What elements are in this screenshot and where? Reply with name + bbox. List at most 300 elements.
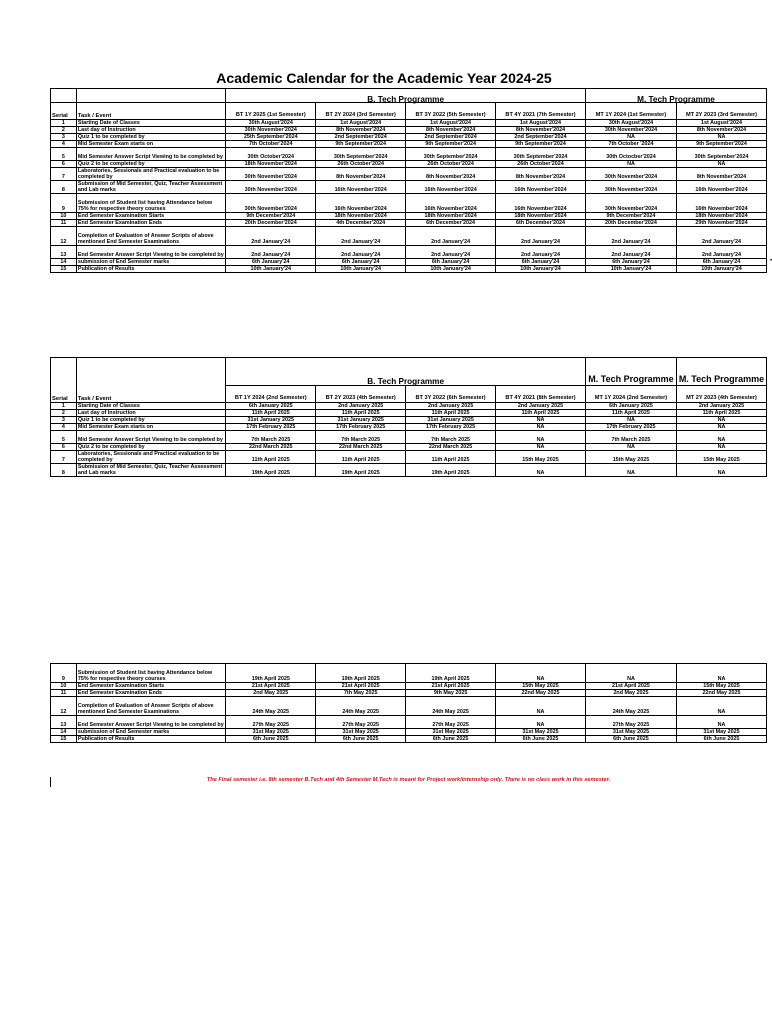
- even-semester-rows: [51, 664, 767, 743]
- date-cell: 18th November'2024: [226, 161, 316, 168]
- task-cell: Mid Semester Answer Script Viewing to be completed by: [76, 431, 225, 444]
- date-cell: 2nd January 2025: [406, 403, 496, 410]
- date-cell: 1st August'2024: [406, 120, 496, 127]
- date-cell: 30th August'2024: [585, 120, 676, 127]
- column-header: MT 2Y 2023 (4th Semester): [676, 386, 766, 403]
- date-cell: NA: [585, 664, 676, 683]
- date-cell: 26th October'2024: [496, 161, 586, 168]
- date-cell: 27th May 2025: [585, 716, 676, 729]
- table-row: [51, 451, 767, 464]
- stray-mark: •: [770, 258, 772, 264]
- table-row: [51, 664, 767, 683]
- serial-cell: 14: [51, 729, 77, 736]
- date-cell: 15th May 2025: [585, 451, 676, 464]
- date-cell: 6th January'24: [496, 259, 586, 266]
- date-cell: 8th November'2024: [316, 127, 406, 134]
- serial-header: Serial: [51, 386, 77, 403]
- column-header: BT 4Y 2021 (8th Semester): [496, 386, 586, 403]
- table-row: [51, 141, 767, 148]
- date-cell: 6th January'24: [406, 259, 496, 266]
- task-cell: Submission of Mid Semester, Quiz, Teacher Assessment and Lab marks: [76, 181, 225, 194]
- column-header: BT 2Y 2024 (3rd Semester): [316, 103, 406, 120]
- footnote: The Final semester i.e. 8th semester B.Tech and 4th Semester M.Tech is meant for Project work/internship only. There is no class work in this semester.: [206, 777, 611, 783]
- serial-cell: 1: [51, 403, 77, 410]
- date-cell: 31st May 2025: [496, 729, 586, 736]
- date-cell: 30th November'2024: [226, 127, 316, 134]
- date-cell: 11th April 2025: [226, 451, 316, 464]
- table-row: [51, 417, 767, 424]
- table-row: [51, 246, 767, 259]
- task-header: Task / Event: [76, 103, 225, 120]
- date-cell: NA: [496, 697, 586, 716]
- serial-cell: 9: [51, 664, 77, 683]
- task-cell: Publication of Results: [76, 266, 225, 273]
- date-cell: 2nd May 2025: [226, 690, 316, 697]
- date-cell: NA: [676, 134, 766, 141]
- date-cell: 30th September'2024: [496, 148, 586, 161]
- date-cell: 21st April 2025: [316, 683, 406, 690]
- serial-cell: 8: [51, 181, 77, 194]
- serial-cell: 7: [51, 451, 77, 464]
- column-header-row: [51, 103, 767, 120]
- mtech-programme-header: M. Tech Programme: [585, 358, 676, 386]
- date-cell: 2nd January'24: [496, 246, 586, 259]
- task-cell: End Semester Examination Ends: [76, 690, 225, 697]
- date-cell: NA: [676, 424, 766, 431]
- task-cell: Last day of Instruction: [76, 127, 225, 134]
- date-cell: 15th May 2025: [496, 451, 586, 464]
- table-row: [51, 213, 767, 220]
- column-header-row: [51, 386, 767, 403]
- task-cell: End Semester Examination Ends: [76, 220, 225, 227]
- table-row: [51, 120, 767, 127]
- serial-cell: 2: [51, 127, 77, 134]
- date-cell: 1st August'2024: [676, 120, 766, 127]
- date-cell: 18th November'2024: [316, 213, 406, 220]
- date-cell: 2nd January 2025: [316, 403, 406, 410]
- date-cell: 8th November'2024: [676, 127, 766, 134]
- table-row: [51, 729, 767, 736]
- serial-cell: 14: [51, 259, 77, 266]
- date-cell: 16th November'2024: [316, 194, 406, 213]
- date-cell: 2nd January'24: [585, 227, 676, 246]
- date-cell: 27th May 2025: [406, 716, 496, 729]
- date-cell: 19th April 2025: [316, 664, 406, 683]
- even-semester-rows: [51, 403, 767, 477]
- date-cell: 11th April 2025: [226, 410, 316, 417]
- date-cell: 11th April 2025: [406, 410, 496, 417]
- date-cell: NA: [585, 161, 676, 168]
- date-cell: 10th January'24: [226, 266, 316, 273]
- date-cell: 24th May 2025: [585, 697, 676, 716]
- date-cell: 30th Octocber'2024: [585, 148, 676, 161]
- date-cell: 1st August'2024: [316, 120, 406, 127]
- date-cell: 27th May 2025: [316, 716, 406, 729]
- date-cell: NA: [676, 464, 766, 477]
- task-cell: Completion of Evaluation of Answer Scripts of above mentioned End Semester Examinations: [76, 227, 225, 246]
- table-row: [51, 716, 767, 729]
- date-cell: 6th June 2025: [496, 736, 586, 743]
- date-cell: NA: [585, 417, 676, 424]
- date-cell: 8th November'2024: [676, 168, 766, 181]
- serial-cell: 7: [51, 168, 77, 181]
- date-cell: 2nd January 2025: [676, 403, 766, 410]
- column-header: BT 1Y 2024 (2nd Semester): [226, 386, 316, 403]
- date-cell: 2nd January'24: [316, 246, 406, 259]
- date-cell: 6th January'24: [226, 259, 316, 266]
- serial-cell: 11: [51, 220, 77, 227]
- date-cell: 17th February 2025: [406, 424, 496, 431]
- date-cell: 2nd January'24: [316, 227, 406, 246]
- task-cell: Starting Date of Classes: [76, 403, 225, 410]
- date-cell: 30th September'2024: [676, 148, 766, 161]
- date-cell: 30th August'2024: [226, 120, 316, 127]
- serial-cell: 13: [51, 716, 77, 729]
- date-cell: NA: [496, 444, 586, 451]
- column-header: MT 1Y 2024 (2nd Semester): [585, 386, 676, 403]
- task-cell: Quiz 1 to be completed by: [76, 134, 225, 141]
- serial-cell: 13: [51, 246, 77, 259]
- table-row: [51, 683, 767, 690]
- date-cell: NA: [496, 424, 586, 431]
- date-cell: NA: [585, 464, 676, 477]
- table-row: [51, 690, 767, 697]
- column-header: BT 3Y 2022 (6th Semester): [406, 386, 496, 403]
- date-cell: 31st May 2025: [316, 729, 406, 736]
- date-cell: NA: [585, 134, 676, 141]
- date-cell: 11th April 2025: [496, 410, 586, 417]
- date-cell: 6th December'2024: [406, 220, 496, 227]
- date-cell: 22nd May 2025: [496, 690, 586, 697]
- table-row: [51, 736, 767, 743]
- table-row: [51, 424, 767, 431]
- date-cell: 7th March 2025: [585, 431, 676, 444]
- date-cell: 17th February 2025: [585, 424, 676, 431]
- task-cell: Submission of Student list having Attendance below 75% for respective theory courses: [76, 664, 225, 683]
- date-cell: 6th December'2024: [496, 220, 586, 227]
- mtech-programme-header: M. Tech Programme: [585, 89, 766, 103]
- column-header: BT 3Y 2022 (5th Semester): [406, 103, 496, 120]
- date-cell: 22nd March 2025: [406, 444, 496, 451]
- date-cell: 10th January'24: [406, 266, 496, 273]
- date-cell: 29th November'2024: [676, 220, 766, 227]
- date-cell: 6th January'24: [316, 259, 406, 266]
- column-header: MT 1Y 2024 (1st Semester): [585, 103, 676, 120]
- date-cell: 16th November'2024: [406, 181, 496, 194]
- odd-semester-rows: [51, 120, 767, 273]
- table-row: [51, 194, 767, 213]
- date-cell: 8th November'2024: [316, 168, 406, 181]
- task-cell: Starting Date of Classes: [76, 120, 225, 127]
- task-cell: Quiz 2 to be completed by: [76, 161, 225, 168]
- date-cell: 6th January 2025: [585, 403, 676, 410]
- date-cell: 2nd May 2025: [585, 690, 676, 697]
- even-semester-table-continued: [50, 663, 767, 743]
- date-cell: 8th November'2024: [496, 127, 586, 134]
- serial-cell: 2: [51, 410, 77, 417]
- date-cell: 9th September'2024: [316, 141, 406, 148]
- serial-header: Serial: [51, 103, 77, 120]
- date-cell: 8th November'2024: [406, 127, 496, 134]
- date-cell: 30th November'2024: [226, 181, 316, 194]
- date-cell: 19th April 2025: [406, 664, 496, 683]
- serial-cell: 12: [51, 227, 77, 246]
- date-cell: 19th April 2025: [226, 664, 316, 683]
- date-cell: 9th September'2024: [676, 141, 766, 148]
- date-cell: 16th November'2024: [316, 181, 406, 194]
- date-cell: 27th May 2025: [226, 716, 316, 729]
- date-cell: 24th May 2025: [406, 697, 496, 716]
- date-cell: 10th January'24: [585, 266, 676, 273]
- task-cell: Publication of Results: [76, 736, 225, 743]
- serial-cell: 15: [51, 736, 77, 743]
- serial-cell: 8: [51, 464, 77, 477]
- date-cell: 9th December'2024: [585, 213, 676, 220]
- serial-cell: 6: [51, 444, 77, 451]
- column-header: BT 4Y 2021 (7th Semester): [496, 103, 586, 120]
- date-cell: 6th June 2025: [585, 736, 676, 743]
- task-cell: End Semester Answer Script Viewing to be completed by: [76, 716, 225, 729]
- date-cell: 6th June 2025: [676, 736, 766, 743]
- date-cell: NA: [585, 444, 676, 451]
- btech-programme-header: B. Tech Programme: [226, 89, 586, 103]
- date-cell: NA: [676, 444, 766, 451]
- serial-cell: 10: [51, 213, 77, 220]
- date-cell: 11th April 2025: [316, 410, 406, 417]
- date-cell: 18th November'2024: [406, 213, 496, 220]
- column-header: BT 2Y 2023 (4th Semester): [316, 386, 406, 403]
- table-row: [51, 431, 767, 444]
- date-cell: NA: [676, 697, 766, 716]
- date-cell: NA: [676, 417, 766, 424]
- date-cell: 16th November'2024: [676, 181, 766, 194]
- date-cell: 30th November'2024: [585, 181, 676, 194]
- date-cell: 7th October'2024: [226, 141, 316, 148]
- mtech-programme-header: M. Tech Programme: [676, 358, 766, 386]
- date-cell: 2nd January'24: [496, 227, 586, 246]
- date-cell: 11th April 2025: [316, 451, 406, 464]
- serial-cell: 11: [51, 690, 77, 697]
- date-cell: 1st August'2024: [496, 120, 586, 127]
- date-cell: 21st April 2025: [585, 683, 676, 690]
- date-cell: 11th April 2025: [585, 410, 676, 417]
- date-cell: 2nd September'2024: [316, 134, 406, 141]
- date-cell: 31st January 2025: [226, 417, 316, 424]
- date-cell: 30th September'2024: [406, 148, 496, 161]
- task-cell: Laboratories, Sessionals and Practical evaluation to be completed by: [76, 451, 225, 464]
- date-cell: 2nd January'24: [676, 227, 766, 246]
- task-cell: Submission of Mid Semester, Quiz, Teacher Assessment and Lab marks: [76, 464, 225, 477]
- task-cell: Laboratories, Sessionals and Practical evaluation to be completed by: [76, 168, 225, 181]
- date-cell: NA: [496, 464, 586, 477]
- table-row: [51, 227, 767, 246]
- date-cell: NA: [676, 716, 766, 729]
- date-cell: 31st May 2025: [406, 729, 496, 736]
- date-cell: 9th May 2025: [406, 690, 496, 697]
- task-cell: Completion of Evaluation of Answer Scripts of above mentioned End Semester Examinations: [76, 697, 225, 716]
- date-cell: 2nd September'2024: [406, 134, 496, 141]
- date-cell: 11th April 2025: [406, 451, 496, 464]
- date-cell: 2nd January'24: [676, 246, 766, 259]
- date-cell: 30th November'2024: [226, 168, 316, 181]
- date-cell: 7th March 2025: [406, 431, 496, 444]
- serial-cell: 4: [51, 424, 77, 431]
- task-header: Task / Event: [76, 386, 225, 403]
- date-cell: 16th November'2024: [496, 194, 586, 213]
- date-cell: 6th January 2025: [226, 403, 316, 410]
- date-cell: 16th November'2024: [496, 181, 586, 194]
- date-cell: 24th May 2025: [226, 697, 316, 716]
- column-header: MT 2Y 2023 (3rd Semester): [676, 103, 766, 120]
- date-cell: 31st May 2025: [585, 729, 676, 736]
- task-cell: End Semester Answer Script Viewing to be completed by: [76, 246, 225, 259]
- date-cell: 7th March 2025: [316, 431, 406, 444]
- page-title: Academic Calendar for the Academic Year 2024-25: [216, 70, 552, 86]
- date-cell: 8th November'2024: [406, 168, 496, 181]
- date-cell: NA: [496, 664, 586, 683]
- date-cell: 2nd January'24: [406, 246, 496, 259]
- date-cell: 20th December'2024: [226, 220, 316, 227]
- date-cell: NA: [676, 161, 766, 168]
- date-cell: 22nd May 2025: [676, 690, 766, 697]
- date-cell: 21st April 2025: [406, 683, 496, 690]
- table-row: [51, 168, 767, 181]
- task-cell: Quiz 1 to be completed by: [76, 417, 225, 424]
- table-row: [51, 444, 767, 451]
- serial-cell: 5: [51, 431, 77, 444]
- date-cell: 2nd January'24: [226, 227, 316, 246]
- header-blank: [51, 358, 77, 386]
- date-cell: 20th December'2024: [585, 220, 676, 227]
- task-cell: submission of End Semester marks: [76, 259, 225, 266]
- serial-cell: 5: [51, 148, 77, 161]
- date-cell: 2nd January'24: [585, 246, 676, 259]
- date-cell: 18th November'2024: [676, 213, 766, 220]
- table-row: [51, 697, 767, 716]
- task-cell: Mid Semester Exam starts on: [76, 424, 225, 431]
- date-cell: 30th November'2024: [585, 127, 676, 134]
- task-cell: Mid Semester Exam starts on: [76, 141, 225, 148]
- table-row: [51, 148, 767, 161]
- task-cell: End Semester Examination Starts: [76, 683, 225, 690]
- date-cell: 9th September'2024: [406, 141, 496, 148]
- column-header: BT 1Y 2025 (1st Semester): [226, 103, 316, 120]
- date-cell: 19th April 2025: [406, 464, 496, 477]
- date-cell: 19th April 2025: [226, 464, 316, 477]
- date-cell: 6th June 2025: [406, 736, 496, 743]
- date-cell: 19th April 2025: [316, 464, 406, 477]
- date-cell: 30th November'2024: [585, 194, 676, 213]
- date-cell: 4th December'2024: [316, 220, 406, 227]
- date-cell: 15th May 2025: [676, 683, 766, 690]
- table-row: [51, 161, 767, 168]
- date-cell: 22nd March 2025: [316, 444, 406, 451]
- date-cell: NA: [676, 431, 766, 444]
- serial-cell: 9: [51, 194, 77, 213]
- serial-cell: 10: [51, 683, 77, 690]
- table-row: [51, 134, 767, 141]
- date-cell: 21st April 2025: [226, 683, 316, 690]
- serial-cell: 6: [51, 161, 77, 168]
- task-cell: Submission of Student list having Attendance below 75% for respective theory courses: [76, 194, 225, 213]
- date-cell: 17th February 2025: [226, 424, 316, 431]
- date-cell: 31st May 2025: [226, 729, 316, 736]
- date-cell: 30th November'2024: [226, 194, 316, 213]
- date-cell: 30th October'2024: [226, 148, 316, 161]
- date-cell: 6th June 2025: [316, 736, 406, 743]
- date-cell: 31st May 2025: [676, 729, 766, 736]
- date-cell: 25th September'2024: [226, 134, 316, 141]
- date-cell: 10th January'24: [676, 266, 766, 273]
- task-cell: Quiz 2 to be completed by: [76, 444, 225, 451]
- serial-cell: 12: [51, 697, 77, 716]
- odd-semester-table: [50, 88, 767, 273]
- header-blank: [76, 89, 225, 103]
- date-cell: 16th November'2024: [676, 194, 766, 213]
- date-cell: NA: [496, 716, 586, 729]
- date-cell: NA: [496, 417, 586, 424]
- even-semester-table: [50, 357, 767, 477]
- date-cell: 7th March 2025: [226, 431, 316, 444]
- date-cell: 17th February 2025: [316, 424, 406, 431]
- table-row: [51, 464, 767, 477]
- date-cell: 30th November'2024: [585, 168, 676, 181]
- date-cell: 31st January 2025: [316, 417, 406, 424]
- date-cell: 31st January 2025: [406, 417, 496, 424]
- header-blank: [76, 358, 225, 386]
- date-cell: 15th May 2025: [676, 451, 766, 464]
- task-cell: submission of End Semester marks: [76, 729, 225, 736]
- date-cell: 9th December'2024: [226, 213, 316, 220]
- date-cell: 16th November'2024: [406, 194, 496, 213]
- table-row: [51, 127, 767, 134]
- table-row: [51, 220, 767, 227]
- date-cell: 10th January'24: [496, 266, 586, 273]
- date-cell: 11th April 2025: [676, 410, 766, 417]
- table-row: [51, 181, 767, 194]
- date-cell: NA: [676, 664, 766, 683]
- date-cell: 30th September'2024: [316, 148, 406, 161]
- task-cell: Last day of Instruction: [76, 410, 225, 417]
- date-cell: 7th October '2024: [585, 141, 676, 148]
- date-cell: 2nd January'24: [226, 246, 316, 259]
- date-cell: 22nd March 2025: [226, 444, 316, 451]
- serial-cell: 1: [51, 120, 77, 127]
- date-cell: NA: [496, 431, 586, 444]
- table-row: [51, 403, 767, 410]
- date-cell: 9th September'2024: [496, 141, 586, 148]
- task-cell: Mid Semester Answer Script Viewing to be completed by: [76, 148, 225, 161]
- serial-cell: 4: [51, 141, 77, 148]
- date-cell: 2nd January 2025: [496, 403, 586, 410]
- date-cell: 2nd January'24: [406, 227, 496, 246]
- serial-cell: 3: [51, 417, 77, 424]
- date-cell: 7th May 2025: [316, 690, 406, 697]
- date-cell: 10th January'24: [316, 266, 406, 273]
- date-cell: 26th October'2024: [316, 161, 406, 168]
- task-cell: End Semester Examination Starts: [76, 213, 225, 220]
- header-blank: [51, 89, 77, 103]
- date-cell: 15th May 2025: [496, 683, 586, 690]
- date-cell: 24th May 2025: [316, 697, 406, 716]
- serial-cell: 3: [51, 134, 77, 141]
- serial-cell: 15: [51, 266, 77, 273]
- table-row: [51, 410, 767, 417]
- date-cell: 6th January'24: [676, 259, 766, 266]
- date-cell: 6th June 2025: [226, 736, 316, 743]
- table-row: [51, 266, 767, 273]
- table-row: [51, 259, 767, 266]
